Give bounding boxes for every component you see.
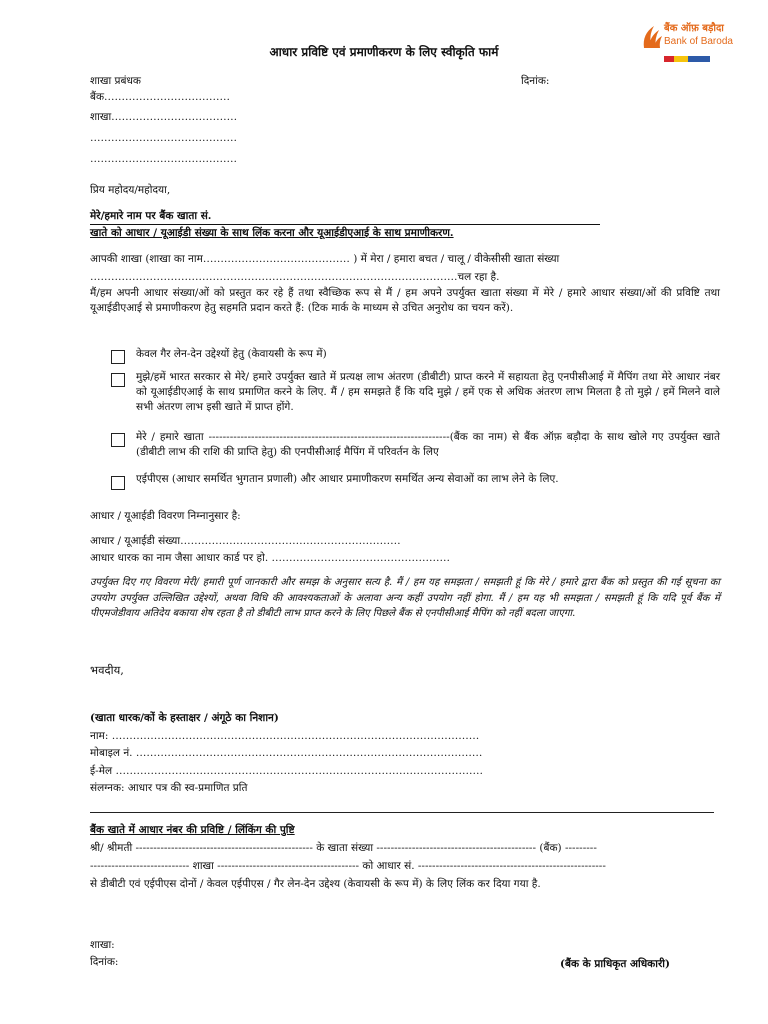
branch-line: शाखा……………………………… bbox=[90, 111, 238, 123]
aadhaar-intro: आधार / यूआईडी विवरण निम्नानुसार है: bbox=[90, 510, 241, 522]
salutation: प्रिय महोदय/महोदया, bbox=[90, 184, 171, 196]
date-label: दिनांक: bbox=[521, 75, 550, 87]
confirmation-title: बैंक खाते में आधार नंबर की प्रविष्टि / लिंकिंग की पुष्टि bbox=[90, 824, 295, 836]
signature-name-line: नाम: …………………………………………………………………………………………… bbox=[90, 730, 480, 742]
address-line-4: …………………………………… bbox=[90, 153, 237, 165]
option-1-text: केवल गैर लेन-देन उद्देश्यों हेतु (केवायसी के रूप में) bbox=[136, 348, 327, 360]
signature-mobile-line: मोबाइल नं. ……………………………………………………………………………………… bbox=[90, 747, 483, 759]
body-para-2: मैं/हम अपनी आधार संख्या/ओं को प्रस्तुत कर रहे हैं तथा स्वैच्छिक रूप से मैं / हम अपने उपर्युक्त खाता संख्या में मेरे / हमारे आधार संख्या/ओं की प्रविष्टि तथा यूआईडीएआई से प्रमाणीकरण हेतु सहमति प्रदान करते हैं: (टिक मार्क के माध्यम से उचित अनुरोध का चयन करें). bbox=[90, 287, 720, 315]
confirmation-line-2: ---------------------------- शाखा ---------------------------------------- को आधार सं. ----------------------------------------------------- bbox=[90, 860, 606, 872]
footer-branch: शाखा: bbox=[90, 939, 115, 951]
enclosure-line: संलग्नक: आधार पत्र की स्व-प्रमाणित प्रति bbox=[90, 782, 248, 794]
addressee: शाखा प्रबंधक bbox=[90, 75, 141, 87]
authorized-officer: (बैंक के प्राधिकृत अधिकारी) bbox=[560, 958, 670, 970]
closing: भवदीय, bbox=[90, 663, 124, 677]
declaration-text: उपर्युक्त दिए गए विवरण मेरी/ हमारी पूर्ण जानकारी और समझ के अनुसार सत्य है. मैं / हम यह समझता / समझती हूं कि मेरे / हमारे द्वारा बैंक को प्रस्तुत की गई सूचना का उपयोग उपर्युक्त उल्लिखित उद्देश्यों, अथवा विधि की आवश्यकताओं के अलावा अन्य कहीं उपयोग नहीं होगा. मैं / हम यह भी समझता / समझती हूं कि यदि पूर्व बैंक में पीएमजेडीवाय अतिदेय बकाया शेष रहता है तो डीबीटी लाभ प्राप्त करने के लिए पिछले बैंक से एनपीसीआई मैपिंग को नहीं बदला जाएगा. bbox=[90, 577, 720, 619]
option-1-checkbox[interactable] bbox=[111, 350, 125, 364]
logo-hindi-text: बैंक ऑफ़ बड़ौदा bbox=[664, 23, 724, 34]
body-para-1a: आपकी शाखा (शाखा का नाम…………………………………… ) में मेरा / हमारा बचत / चालू / वीकेसीसी खाता संख्या bbox=[90, 253, 560, 265]
bank-line: बैंक……………………………… bbox=[90, 91, 231, 103]
body-para-1b: ……………………………………………………………………………………………चल रहा है. bbox=[90, 271, 500, 283]
signature-email-line: ई-मेल …………………………………………………………………………………………… bbox=[90, 765, 483, 777]
option-2-checkbox[interactable] bbox=[111, 373, 125, 387]
footer-date: दिनांक: bbox=[90, 956, 119, 968]
aadhaar-holder-line: आधार धारक का नाम जैसा आधार कार्ड पर हो. …………………………………………… bbox=[90, 552, 450, 564]
signature-title: (खाता धारक/कों के हस्ताक्षर / अंगूठे का निशान) bbox=[90, 712, 279, 724]
logo-english-text: Bank of Baroda bbox=[664, 36, 733, 47]
confirmation-line-3: से डीबीटी एवं एईपीएस दोनों / केवल एईपीएस / गैर लेन-देन उद्देश्य (केवायसी के रूप में) के लिए लिंक कर दिया गया है. bbox=[90, 878, 541, 890]
option-2-text: मुझे/हमें भारत सरकार से मेरे/ हमारे उपर्युक्त खाते में प्रत्यक्ष लाभ अंतरण (डीबीटी) प्राप्त करने में सहायता हेतु एनपीसीआई में मैपिंग तथा मेरे आधार नंबर को यूआईडीएआई के साथ प्रमाणित करने के लिए. मैं / हम समझते हैं कि यदि मुझे / हमें एक से अधिक अंतरण लाभ मिलता है तो मुझे / हमें मिलने वाले सभी अंतरण लाभ इसी खाते में प्राप्त होंगे. bbox=[136, 371, 720, 414]
option-3-checkbox[interactable] bbox=[111, 433, 125, 447]
option-3-text: मेरे / हमारे खाता --------------------------------------------------------------------(बैंक का नाम) से बैंक ऑफ़ बड़ौदा के साथ खोले गए उपर्युक्त खाते (डीबीटी लाभ की राशि की प्राप्ति हेतु) की एनपीसीआई मैपिंग में परिवर्तन के लिए bbox=[136, 431, 720, 459]
subject-line-2: खाते को आधार / यूआईडी संख्या के साथ लिंक करना और यूआईडीएआई के साथ प्रमाणीकरण. bbox=[90, 227, 454, 239]
option-4-checkbox[interactable] bbox=[111, 476, 125, 490]
option-4-text: एईपीएस (आधार समर्थित भुगतान प्रणाली) और आधार प्रमाणीकरण समर्थित अन्य सेवाओं का लाभ लेने के लिए. bbox=[136, 473, 559, 485]
subject-line-1: मेरे/हमारे नाम पर बैंक खाता सं. bbox=[90, 209, 600, 225]
confirmation-line-1: श्री/ श्रीमती -------------------------------------------------- के खाता संख्या --------------------------------------------- (बैंक) --------- bbox=[90, 842, 597, 854]
aadhaar-number-line: आधार / यूआईडी संख्या……………………………………………………… bbox=[90, 535, 401, 547]
form-title: आधार प्रविष्टि एवं प्रमाणीकरण के लिए स्वीकृति फार्म bbox=[269, 45, 499, 59]
address-line-3: …………………………………… bbox=[90, 132, 237, 144]
section-divider bbox=[90, 812, 714, 813]
